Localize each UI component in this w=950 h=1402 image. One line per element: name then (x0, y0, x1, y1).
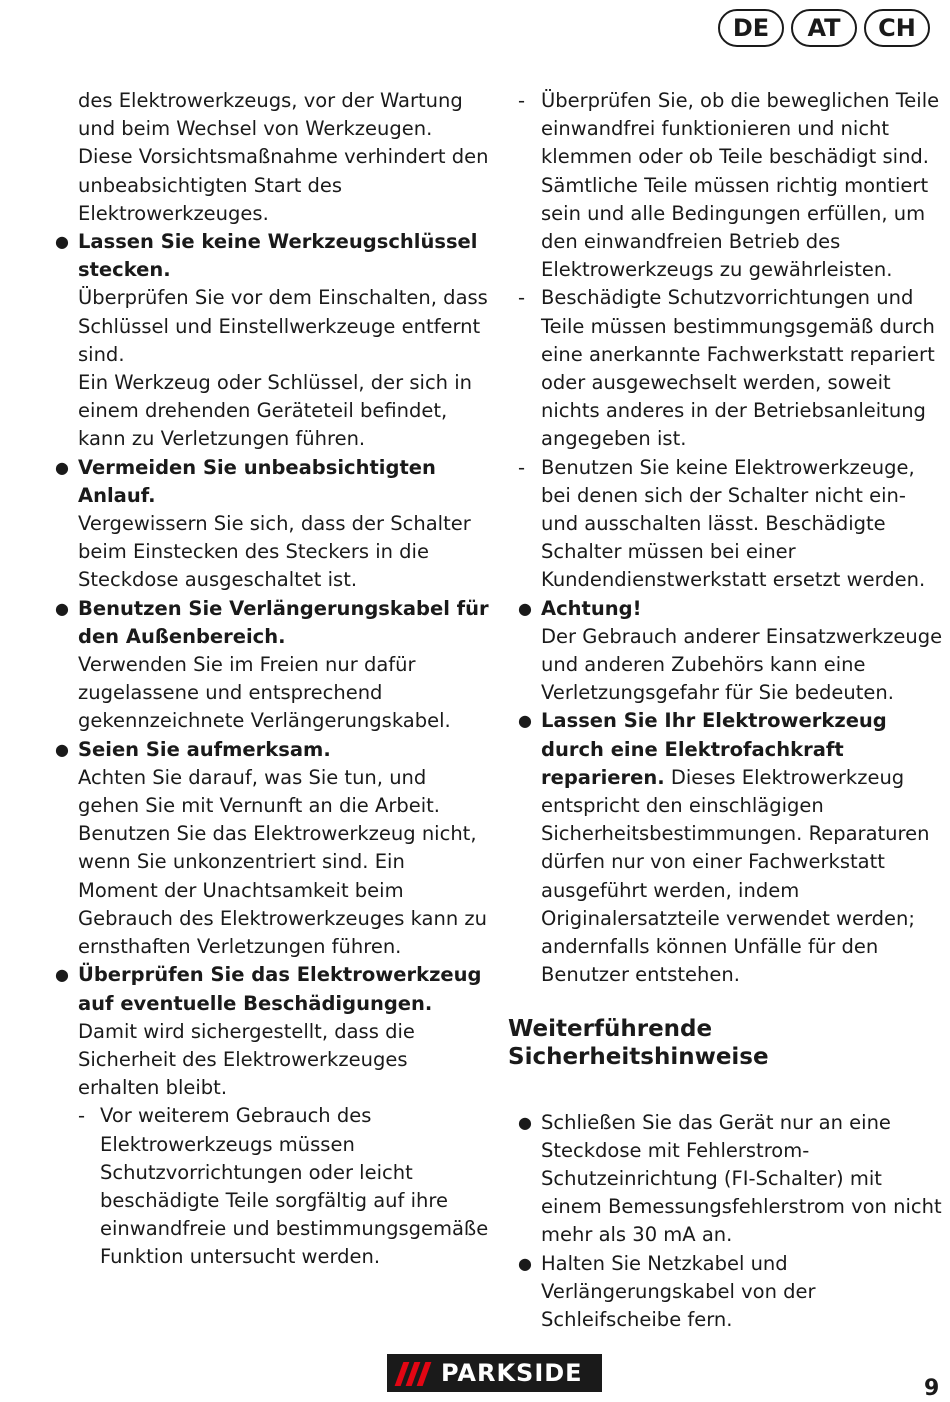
dash-item-text: Überprüfen Sie, ob die beweglichen Teile einwandfrei funktionieren und nicht klemmen oder ob Teile beschädigt sind. Sämtliche Teile müssen richtig montiert sein und alle Bedingungen erfüllen, um den einwandfreien Betrieb des Elektrowerkzeugs zu gewährleisten. (541, 89, 940, 282)
logo-text: PARKSIDE (441, 1359, 583, 1387)
dash-icon: - (518, 455, 526, 479)
section-item (518, 1250, 943, 1335)
section-heading: Weiterführende Sicherheitshinweise (508, 1015, 769, 1070)
safety-item-body: Vergewissern Sie sich, dass der Schalter beim Einstecken des Steckers in die Steckdose ausgeschaltet ist. (78, 512, 471, 592)
right-column (508, 87, 943, 1334)
safety-item-attention (55, 736, 490, 962)
safety-item-extension-cable (55, 595, 490, 736)
bullet-icon: ● (518, 1112, 532, 1132)
dash-icon: - (518, 286, 526, 310)
safety-item-body: Dieses Elektrowerkzeug entspricht den einschlägigen Sicherheitsbestimmungen. Reparaturen dürfen nur von einer Fachwerkstatt ausgeführt werden, indem Originalersatzteile verwendet werden; andernfalls können Unfälle für den Benutzer entstehen. (541, 765, 930, 987)
safety-item-body: Ein Werkzeug oder Schlüssel, der sich in einem drehenden Geräteteil befindet, kann zu Verletzungen führen. (78, 371, 473, 451)
safety-item-caution (518, 595, 943, 708)
page-number: 9 (924, 1376, 940, 1401)
safety-item-title: Benutzen Sie Verlängerungskabel für den Außenbereich. (78, 596, 489, 648)
dash-item-text: Benutzen Sie keine Elektrowerkzeuge, bei denen sich der Schalter nicht ein- und ausschalten lässt. Beschädigte Schalter müssen bei einer Kundendienstwerkstatt ersetzt werden. (541, 455, 926, 592)
dash-item (518, 284, 943, 453)
country-badge-de: DE (718, 9, 784, 47)
bullet-icon: ● (518, 1253, 532, 1273)
safety-item-body: Der Gebrauch anderer Einsatzwerkzeuge und anderen Zubehörs kann eine Verletzungsgefahr für Sie bedeuten. (541, 624, 943, 705)
section-item (518, 1109, 943, 1250)
safety-item-repair (518, 707, 943, 989)
safety-item-startup (55, 454, 490, 595)
safety-item-body: Verwenden Sie im Freien nur dafür zugelassene und entsprechend gekennzeichnete Verlängerungskabel. (78, 653, 451, 733)
safety-item-title: Seien Sie aufmerksam. (78, 737, 331, 761)
dash-icon: - (518, 89, 526, 112)
dash-item (55, 1102, 490, 1271)
dash-item-text: Vor weiterem Gebrauch des Elektrowerkzeugs müssen Schutzvorrichtungen oder leicht beschädigte Teile sorgfältig auf ihre einwandfreie und bestimmungsgemäße Funktion untersucht werden. (100, 1104, 489, 1269)
safety-item-body: Überprüfen Sie vor dem Einschalten, dass Schlüssel und Einstellwerkzeuge entfernt sind. (78, 286, 488, 366)
section-item-text: Schließen Sie das Gerät nur an eine Steckdose mit Fehlerstrom-Schutzeinrichtung (FI-Schalter) mit einem Bemessungsfehlerstrom von nicht mehr als 30 mA an. (541, 1110, 942, 1247)
safety-item-damage-check (55, 961, 490, 1102)
safety-item-body: Achten Sie darauf, was Sie tun, und gehen Sie mit Vernunft an die Arbeit. Benutzen Sie das Elektrowerkzeug nicht, wenn Sie unkonzentriert sind. Ein Moment der Unachtsamkeit beim Gebrauch des Elektrowerkzeuges kann zu ernsthaften Verletzungen führen. (78, 765, 488, 959)
dash-item-text: Beschädigte Schutzvorrichtungen und Teile müssen bestimmungsgemäß durch eine anerkannte Fachwerkstatt repariert oder ausgewechselt werden, soweit nichts anderes in der Betriebsanleitung angegeben ist. (541, 286, 935, 451)
bullet-icon: ● (55, 232, 69, 252)
bullet-icon: ● (55, 739, 69, 759)
dash-item (518, 454, 943, 595)
safety-item-title: Achtung! (541, 596, 642, 620)
country-badge-at: AT (791, 9, 857, 47)
left-column (55, 87, 490, 1272)
bullet-icon: ● (55, 965, 69, 985)
country-badge-ch: CH (864, 9, 930, 47)
dash-item (518, 87, 943, 284)
dash-icon: - (78, 1104, 86, 1128)
section-item-text: Halten Sie Netzkabel und Verlängerungskabel von der Schleifscheibe fern. (541, 1251, 816, 1331)
parkside-logo (387, 1354, 602, 1392)
bullet-icon: ● (55, 598, 69, 618)
continuation-paragraph: des Elektrowerkzeugs, vor der Wartung und beim Wechsel von Werkzeugen. Diese Vorsichtsmaßnahme verhindert den unbeabsichtigten Start des Elektrowerkzeuges. (78, 89, 489, 225)
bullet-icon: ● (518, 711, 532, 731)
country-badges (718, 9, 930, 47)
safety-item-title: Lassen Sie Ihr Elektrowerkzeug durch eine Elektrofachkraft reparieren. (541, 709, 887, 789)
safety-item-title: Vermeiden Sie unbeabsichtigten Anlauf. (78, 455, 436, 507)
safety-item-title: Lassen Sie keine Werkzeugschlüssel stecken. (78, 230, 478, 282)
safety-item-title: Überprüfen Sie das Elektrowerkzeug auf eventuelle Beschädigungen. (78, 963, 482, 1015)
safety-item-body: Damit wird sichergestellt, dass die Sicherheit des Elektrowerkzeuges erhalten bleibt. (78, 1019, 415, 1100)
bullet-icon: ● (518, 598, 532, 618)
safety-item-keys (55, 228, 490, 454)
bullet-icon: ● (55, 457, 69, 477)
logo-stripes-icon (389, 1356, 441, 1390)
